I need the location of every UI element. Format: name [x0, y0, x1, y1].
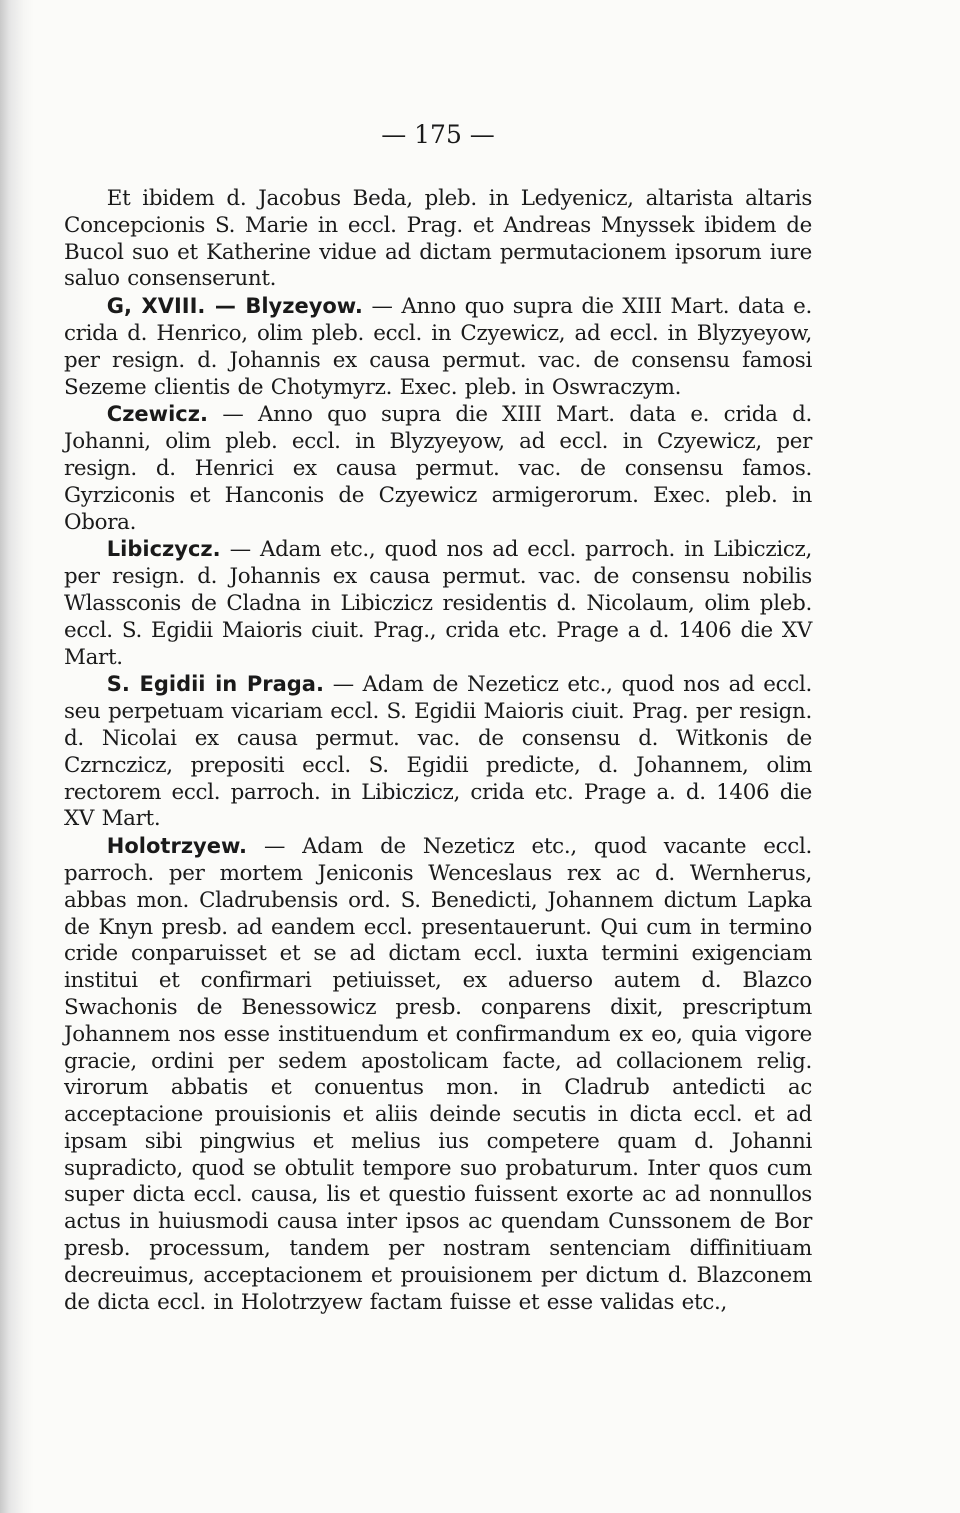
- entry-blyzeyow: [64, 293, 812, 401]
- entry-body: — Adam de Nezeticz etc., quod nos ad eccl. seu perpetuam vicariam eccl. S. Egidii Maioris ciuit. Prag. per resign. d. Nicolai ex causa permut. vac. de consensu d. Witkonis de Czrnczicz, prepositi eccl. S. Egidii predicte, d. Johannem, olim rectorem eccl. parroch. in Libiczicz, crida etc. Prage a. d. 1406 die XV Mart.: [64, 672, 813, 832]
- entry-libiczycz: [64, 536, 812, 671]
- entry-body: — Anno quo supra die XIII Mart. data e. crida d. Henrico, olim pleb. eccl. in Czyewicz, ad eccl. in Blyzyeyow, per resign. d. Johannis ex causa permut. vac. de consensu famosi Sezeme clientis de Chotymyrz. Exec. pleb. in Oswraczym.: [64, 294, 813, 400]
- page-number: — 175 —: [381, 120, 495, 149]
- entry-text: [64, 186, 812, 293]
- entry-heading: Holotrzyew.: [106, 834, 248, 859]
- entry-heading: Czewicz.: [106, 402, 208, 427]
- entry-body: — Adam etc., quod nos ad eccl. parroch. in Libiczicz, per resign. d. Johannis ex causa permut. vac. de consensu nobilis Wlassconis de Cladna in Libiczicz residentis d. Nicolaum, olim pleb. eccl. S. Egidii Maioris ciuit. Prag., crida etc. Prage a d. 1406 die XV Mart.: [64, 537, 813, 670]
- entry-body: Et ibidem d. Jacobus Beda, pleb. in Ledyenicz, altarista altaris Concepcionis S. Marie in eccl. Prag. et Andreas Mnyssek ibidem de Bucol suo et Katherine vidue ad dictam permutacionem ipsorum iure saluo consenserunt.: [64, 186, 812, 292]
- entry-holotrzyew: [64, 833, 812, 1316]
- entry-body: — Anno quo supra die XIII Mart. data e. crida d. Johanni, olim pleb. eccl. in Blyzyeyow, ad eccl. in Czyewicz, per resign. d. Henrici ex causa permut. vac. de consensu famos. Gyrziconis et Hanconis de Czyewicz armigerorum. Exec. pleb. in Obora.: [64, 402, 812, 535]
- entry-body: — Adam de Nezeticz etc., quod vacante eccl. parroch. per mortem Jeniconis Wenceslaus rex ac d. Wernherus, abbas mon. Cladrubensis ord. S. Benedicti, Johannem dictum Lapka de Knyn presb. ad eandem eccl. presentauerunt. Qui cum in termino cride conparuisset et se ad dictam eccl. iuxta termini exigenciam institui et confirmari petiuisset, ex aduerso autem d. Blazco Swachonis de Benessowicz presb. conparens dixit, prescriptum Johannem nos esse instituendum et confirmandum ex eo, quia vigore gracie, ordini per sedem apostolicam facte, ad collacionem relig. virorum abbatis et conuentus mon. in Cladrub antedicti ac acceptacione prouisionis et aliis deinde secutis in dicta eccl. et ad ipsam sibi pingwius et melius ius competere quam d. Johanni supradicto, quod se obtulit tempore suo probaturum. Inter quos cum super dicta eccl. causa, lis et questio fuissent exorte ac ad nonnullos actus in huiusmodi causa inter ipsos ac quendam Cunssonem de Bor presb. processum, tandem per nostram sentenciam diffinitiuam decreuimus, acceptacionem et prouisionem per dictum d. Blazconem de dicta eccl. in Holotrzyew factam fuisse et esse validas etc.,: [64, 834, 813, 1315]
- entry-heading: S. Egidii in Praga.: [106, 672, 324, 697]
- entry-heading: Libiczycz.: [106, 537, 221, 562]
- entry-czewicz: [64, 401, 812, 536]
- entry-heading: G, XVIII. — Blyzeyow.: [106, 294, 363, 319]
- page-edge-shadow: [0, 0, 34, 1513]
- book-page: [64, 120, 812, 1316]
- entry-s-egidii-in-praga: [64, 671, 812, 833]
